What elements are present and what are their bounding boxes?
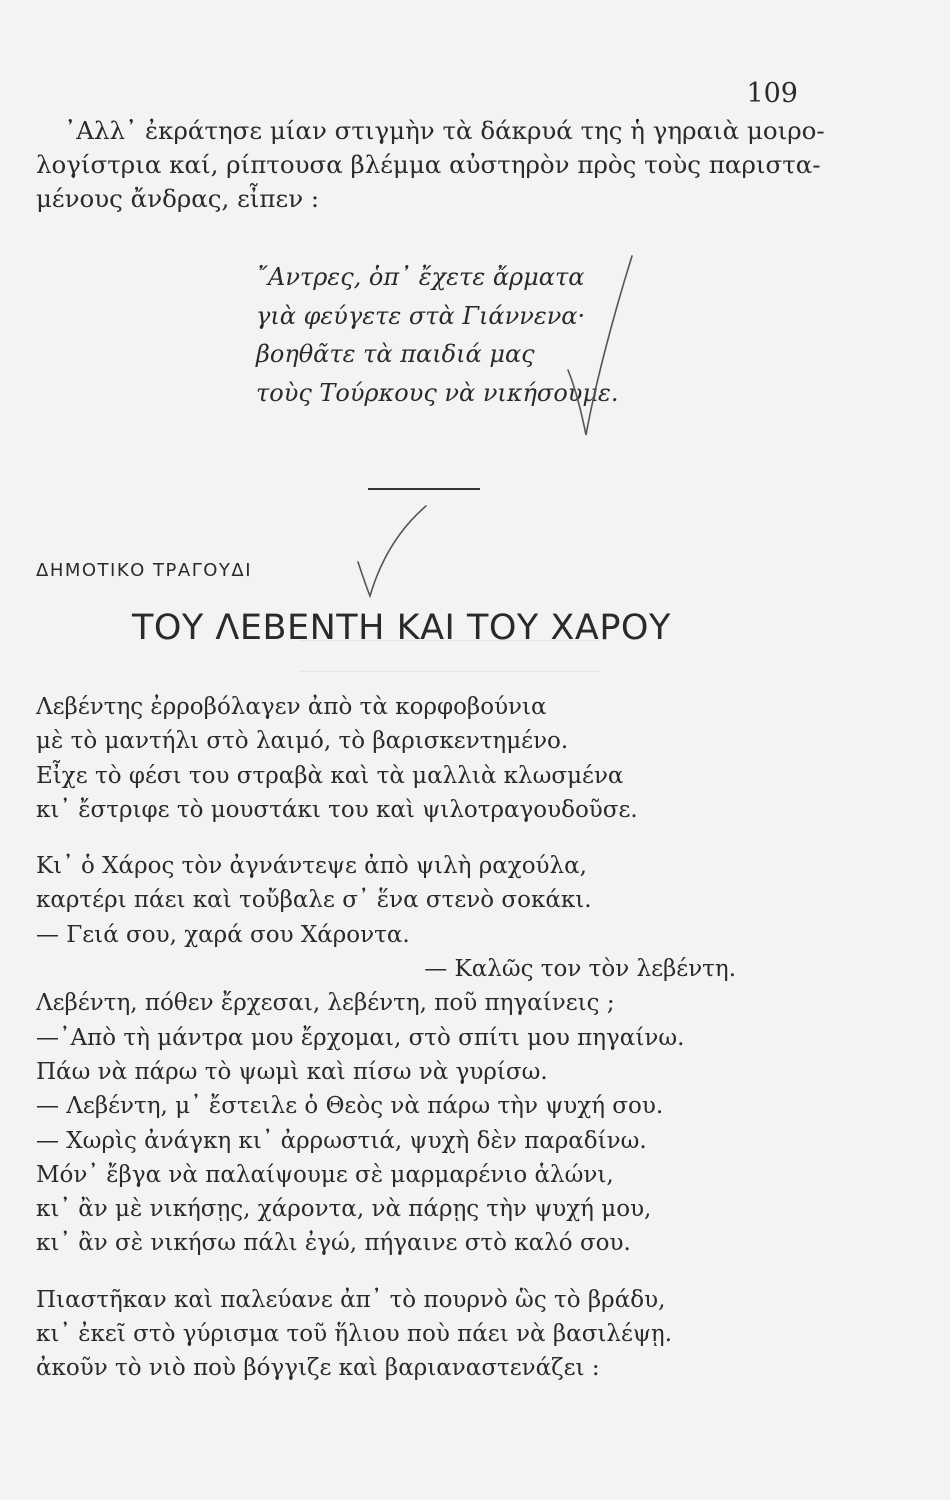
lament-line: τοὺς Τούρκους νὰ νικήσουμε. <box>256 378 619 407</box>
pencil-checkmark-lower <box>352 500 432 600</box>
intro-line: λογίστρια καί, ρίπτουσα βλέμμα αὐστηρὸν πρὸς τοὺς παριστα- <box>36 150 821 179</box>
lament-line: βοηθᾶτε τὰ παιδιά μας <box>256 340 535 368</box>
verse-line: κι᾿ ἂν μὲ νικήσῃς, χάροντα, νὰ πάρῃς τὴν ψυχή μου, <box>36 1196 652 1223</box>
page-number: 109 <box>746 78 798 109</box>
song-verses <box>36 690 816 1386</box>
lament-line: γιὰ φεύγετε στὰ Γιάννενα· <box>256 301 586 330</box>
verse-line: κι᾿ ἂν σὲ νικήσω πάλι ἐγώ, πήγαινε στὸ καλό σου. <box>36 1230 631 1257</box>
intro-paragraph <box>36 114 825 216</box>
lament-line: ῎Αντρες, ὁπ᾿ ἔχετε ἄρματα <box>256 263 585 291</box>
verse-line: Εἶχε τὸ φέσι του στραβὰ καὶ τὰ μαλλιὰ κλωσμένα <box>36 762 624 789</box>
section-label: ΔΗΜΟΤΙΚΟ ΤΡΑΓΟΥΔΙ <box>36 560 253 581</box>
verse-line: — Λεβέντη, μ᾿ ἔστειλε ὁ Θεὸς νὰ πάρω τὴν ψυχή σου. <box>36 1093 664 1120</box>
song-title: ΤΟΥ ΛΕΒΕΝΤΗ ΚΑΙ ΤΟΥ ΧΑΡΟΥ <box>132 608 671 648</box>
verse-line: κι᾿ ἔστριφε τὸ μουστάκι του καὶ ψιλοτραγουδοῦσε. <box>36 796 638 823</box>
verse-line: καρτέρι πάει καὶ τοὔβαλε σ᾿ ἕνα στενὸ σοκάκι. <box>36 887 592 914</box>
verse-line: — Χωρὶς ἀνάγκη κι᾿ ἀρρωστιά, ψυχὴ δὲν παραδίνω. <box>36 1127 647 1154</box>
section-divider <box>368 488 480 490</box>
intro-line: ᾿Αλλ᾿ ἐκράτησε μίαν στιγμὴν τὰ δάκρυά της ἡ γηραιὰ μοιρο- <box>64 116 825 145</box>
stanza-gap <box>36 1261 816 1283</box>
verse-line: —᾿Απὸ τὴ μάντρα μου ἔρχομαι, στὸ σπίτι μου πηγαίνω. <box>36 1024 685 1051</box>
intro-line: μένους ἄνδρας, εἶπεν : <box>36 184 320 213</box>
verse-line: Κι᾿ ὁ Χάρος τὸν ἀγνάντεψε ἀπὸ ψιλὴ ραχούλα, <box>36 853 587 880</box>
verse-line: Μόν᾿ ἔβγα νὰ παλαίψουμε σὲ μαρμαρένιο ἁλώνι, <box>36 1161 614 1188</box>
verse-line-reply: — Καλῶς τον τὸν λεβέντη. <box>424 956 736 983</box>
verse-line: — Γειά σου, χαρά σου Χάροντα. <box>36 921 410 948</box>
verse-line: Λεβέντη, πόθεν ἔρχεσαι, λεβέντη, ποῦ πηγαίνεις ; <box>36 990 615 1017</box>
verse-line: κι᾿ ἐκεῖ στὸ γύρισμα τοῦ ἥλιου ποὺ πάει νὰ βασιλέψῃ. <box>36 1321 673 1348</box>
verse-line: Πάω νὰ πάρω τὸ ψωμὶ καὶ πίσω νὰ γυρίσω. <box>36 1058 548 1085</box>
verse-line: μὲ τὸ μαντήλι στὸ λαιμό, τὸ βαρισκεντημένο. <box>36 728 569 755</box>
verse-line: Πιαστῆκαν καὶ παλεύανε ἀπ᾿ τὸ πουρνὸ ὣς τὸ βράδυ, <box>36 1286 666 1313</box>
pencil-checkmark-upper <box>560 250 640 450</box>
stanza-gap <box>36 827 816 849</box>
verse-line: ἀκοῦν τὸ νιὸ ποὺ βόγγιζε καὶ βαριαναστενάζει : <box>36 1355 600 1382</box>
verse-line: Λεβέντης ἐρροβόλαγεν ἀπὸ τὰ κορφοβούνια <box>36 694 547 720</box>
